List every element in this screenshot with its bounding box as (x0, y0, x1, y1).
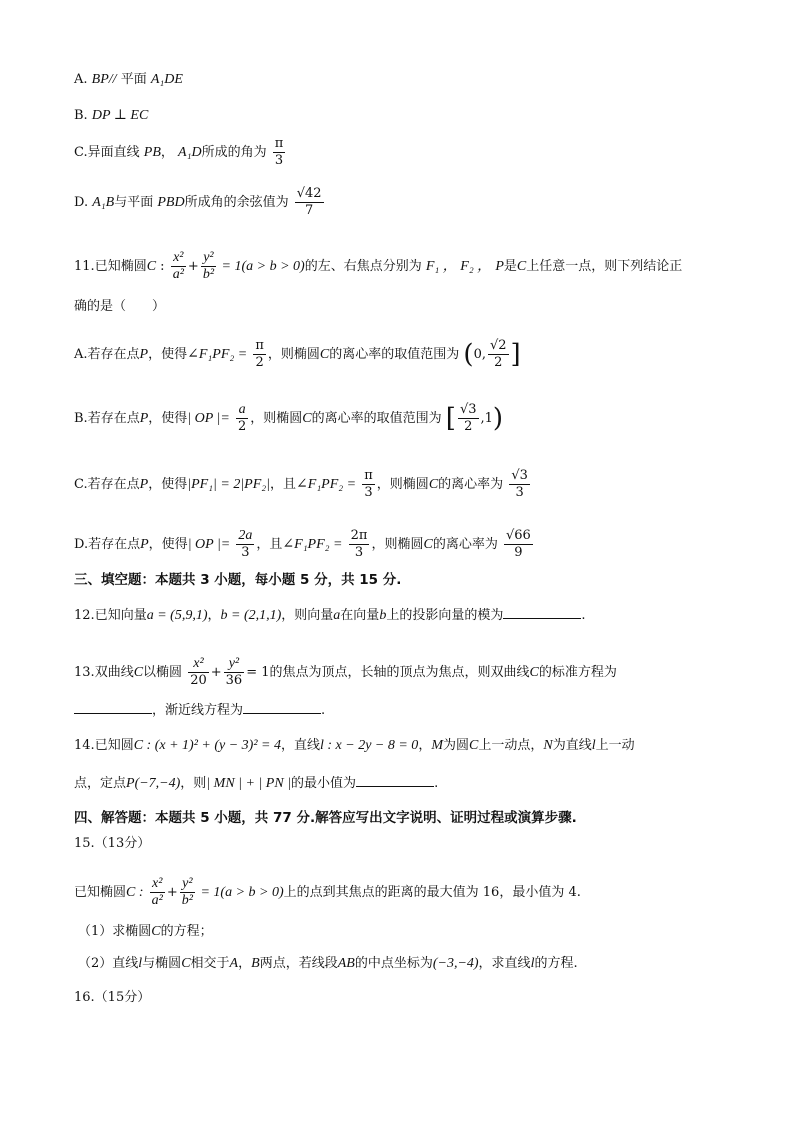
question-16-header: 16.（15分） (74, 990, 151, 1005)
question-15-header: 15.（13分） (74, 836, 151, 851)
section-4-heading: 四、解答题：本题共 5 小题，共 77 分.解答应写出文字说明、证明过程或演算步骤. (74, 810, 577, 826)
q11-option-a: A.若存在点P，使得∠F₁PF₂ = $\frac{\pi}{2}$ ，则椭圆C的离心率的取值范围为 (0, $\frac{√2}{2}$ ] (74, 338, 521, 370)
answer-blank[interactable] (503, 606, 581, 619)
fraction: $\frac{√66}{9}$ (505, 528, 531, 560)
question-15-part2: （2）直线l与椭圆C相交于A，B两点，若线段AB的中点坐标为(−3,−4)，求直线l的方程. (78, 956, 578, 971)
answer-blank[interactable] (243, 701, 321, 714)
q11-option-c: C.若存在点P，使得|PF₁| = 2|PF₂|，且∠F₁PF₂ = $\frac{\pi}{3}$ ，则椭圆C的离心率为 $\frac{√3}{3}$ (74, 468, 528, 500)
fraction: $\frac{√3}{2}$ (459, 402, 477, 434)
question-11-line2: 确的是（ ） (74, 299, 166, 314)
q11-option-d: D.若存在点P，使得| OP |= $\frac{2a}{3}$ ，且∠F₁PF₂ = $\frac{2\pi}{3}$ ，则椭圆C的离心率为 $\frac{√66}{9}$ (74, 528, 531, 560)
option-a-prev: A. BP// 平面 A₁DE (74, 72, 183, 87)
answer-blank[interactable] (356, 774, 434, 787)
q11-option-b: B.若存在点P，使得| OP |= $\frac{a}{2}$ ，则椭圆C的离心率的取值范围为 [ $\frac{√3}{2}$ ,1) (74, 402, 504, 434)
fraction: $\frac{\text{y²}}{36}$ (225, 656, 243, 688)
question-15-part1: （1）求椭圆C的方程； (78, 924, 213, 939)
fraction: $\frac{\pi}{3}$ (364, 468, 373, 500)
fraction: $\frac{√2}{2}$ (489, 338, 507, 370)
fraction: $\frac{\text{y²}}{\text{b²}}$ (202, 250, 215, 282)
option-c-prev: C.异面直线 PB， A₁D所成的角为 $\frac{\pi}{3}$ (74, 136, 284, 168)
question-11: 11.已知椭圆C : $\frac{\text{x²}}{\text{a²}}$ + $\frac{\text{y²}}{\text{b²}}$ = 1(a > b > 0)的左、右焦点分别为 F₁ ， F₂ ， P是C上任意一点，则下列结论正 (74, 250, 683, 282)
fraction: $\frac{√42}{7}$ (296, 186, 322, 218)
fraction: $\frac{a}{2}$ (237, 402, 247, 434)
paren-open: ( (463, 339, 474, 370)
question-13-line2: ，渐近线方程为 . (74, 701, 734, 721)
fraction: $\frac{\pi}{3}$ (274, 136, 284, 168)
fraction: $\frac{\text{x²}}{\text{a²}}$ (172, 250, 184, 282)
fraction: $\frac{√3}{3}$ (511, 468, 528, 500)
fraction: $\frac{\text{x²}}{20}$ (190, 656, 207, 688)
fraction: $\frac{2a}{3}$ (238, 528, 253, 560)
fraction: $\frac{2\pi}{3}$ (350, 528, 368, 560)
paren-close: ) (492, 403, 504, 434)
question-14: 14.已知圆C : (x + 1)² + (y − 3)² = 4，直线l : x − 2y − 8 = 0，M为圆C上一动点，N为直线l上一动 (74, 738, 635, 753)
fraction: $\frac{\text{x²}}{\text{a²}}$ (151, 876, 163, 908)
bracket-close: ] (510, 339, 521, 370)
question-15: 已知椭圆C : $\frac{\text{x²}}{\text{a²}}$ + $\frac{\text{y²}}{\text{b²}}$ = 1(a > b > 0)上的点到其焦点的距离的最大值为 16，最小值为 4. (74, 876, 581, 908)
option-b-prev: B. DP ⊥ EC (74, 108, 149, 123)
question-12: 12.已知向量a = (5,9,1)，b = (2,1,1)，则向量a在向量b上的投影向量的模为 . (74, 608, 586, 623)
fraction: $\frac{\pi}{2}$ (255, 338, 264, 370)
question-14-line2: 点，定点P(−7,−4)，则| MN | + | PN |的最小值为 . (74, 776, 439, 791)
question-13: 13.双曲线C以椭圆 $\frac{\text{x²}}{20}$ + $\frac{\text{y²}}{36}$ = 1的焦点为顶点，长轴的顶点为焦点，则双曲线C的标准方程为 (74, 656, 617, 688)
option-d-prev: D. A₁B与平面 PBD所成角的余弦值为 $\frac{√42}{7}$ (74, 186, 322, 218)
bracket-open: [ (445, 403, 456, 434)
answer-blank[interactable] (74, 701, 152, 714)
fraction: $\frac{\text{y²}}{\text{b²}}$ (181, 876, 193, 908)
section-3-heading: 三、填空题：本题共 3 小题，每小题 5 分，共 15 分. (74, 572, 402, 588)
